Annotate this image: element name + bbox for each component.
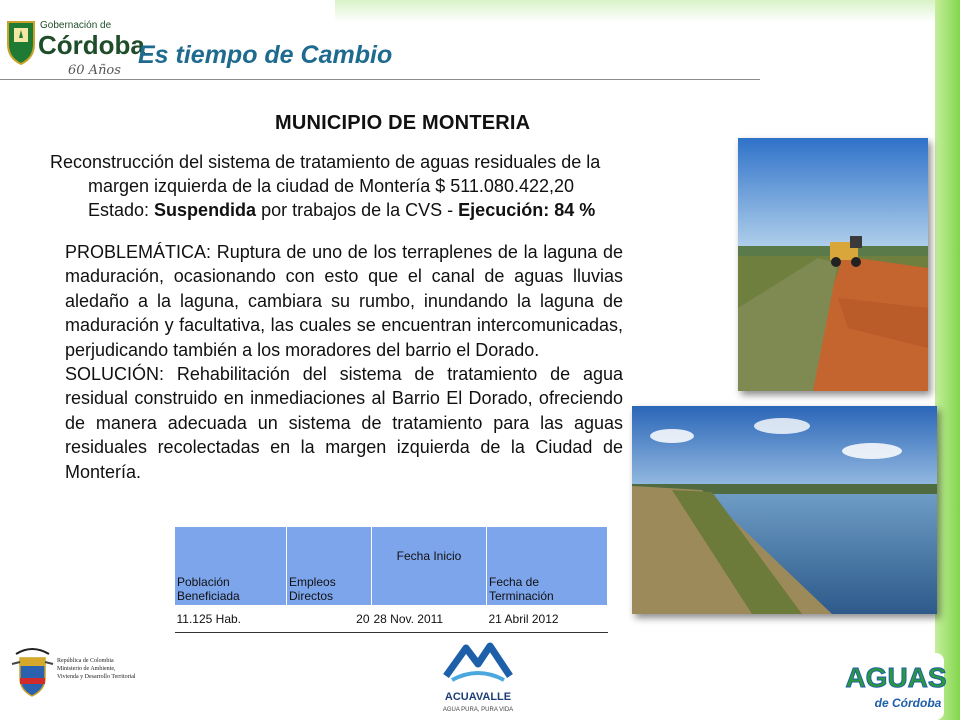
aguas-text: AGUAS [845, 662, 947, 693]
lagoon-photo [632, 406, 937, 614]
table-header-row [175, 527, 608, 606]
ministry-line: República de Colombia [57, 658, 114, 664]
aguas-de-cordoba-logo [845, 653, 947, 720]
description-block [65, 240, 623, 484]
header-fecha-terminacion: Fecha de Terminación [487, 527, 608, 606]
gobernacion-cordoba-logo [4, 14, 393, 78]
status-prefix: Estado: [88, 200, 155, 220]
cell-fecha-terminacion: 21 Abril 2012 [487, 606, 608, 633]
acuavalle-text: ACUAVALLE [444, 691, 512, 703]
top-green-band [335, 0, 935, 22]
status-middle: por trabajos de la CVS - [256, 200, 459, 220]
project-data-table [174, 526, 608, 633]
summary-line-2: margen izquierda de la ciudad de Montería $ 511.080.422,20 [88, 176, 575, 196]
page-title: MUNICIPIO DE MONTERIA [275, 112, 531, 134]
ministry-line: Vivienda y Desarrollo Territorial [57, 674, 136, 680]
status-value: Suspendida [154, 200, 257, 220]
execution-label: Ejecución: 84 % [458, 200, 596, 220]
header-divider [0, 79, 760, 80]
acuavalle-logo [438, 640, 518, 716]
cordoba-text: Córdoba [38, 30, 145, 60]
summary-line-1: Reconstrucción del sistema de tratamiento de aguas residuales de la [50, 152, 601, 172]
table-row [175, 606, 608, 633]
ministry-line: Ministerio de Ambiente, [57, 666, 116, 672]
slogan-text: Es tiempo de Cambio [138, 41, 393, 69]
header-fecha-inicio: Fecha Inicio [372, 527, 487, 606]
solucion-paragraph: SOLUCIÓN: Rehabilitación del sistema de tratamiento de agua residual construido en inmediaciones al Barrio El Dorado, ofreciendo de manera adecuada un sistema de tratamiento para las aguas residuales recolectadas en la margen izquierda de la Ciudad de Montería. [65, 364, 623, 482]
anniversary-text: 60 Años [68, 63, 121, 78]
status-line [50, 198, 726, 222]
problematica-paragraph: PROBLEMÁTICA: Ruptura de uno de los terraplenes de la laguna de maduración, ocasionando con esto que el canal de aguas lluvias aledaño a la laguna, cambiara su rumbo, inundando la laguna de maduración y facultativa, las cuales se encuentran intercomunicadas, perjudicando también a los moradores del barrio el Dorado. [65, 242, 623, 360]
road-grader-photo [738, 138, 928, 391]
colombia-coat-of-arms-icon [10, 644, 55, 698]
aguas-sub-text: de Córdoba [874, 696, 942, 710]
cell-fecha-inicio: 28 Nov. 2011 [372, 606, 487, 633]
header-empleos: Empleos Directos [287, 527, 372, 606]
project-summary [50, 150, 726, 222]
acuavalle-tagline: AGUA PURA, PURA VIDA [442, 707, 514, 713]
cell-empleos: 20 [287, 606, 372, 633]
cell-poblacion: 11.125 Hab. [175, 606, 287, 633]
gobernacion-text: Gobernación de [40, 20, 112, 31]
right-green-band [935, 0, 960, 720]
header-poblacion: Población Beneficiada [175, 527, 287, 606]
ministry-text [57, 657, 136, 681]
